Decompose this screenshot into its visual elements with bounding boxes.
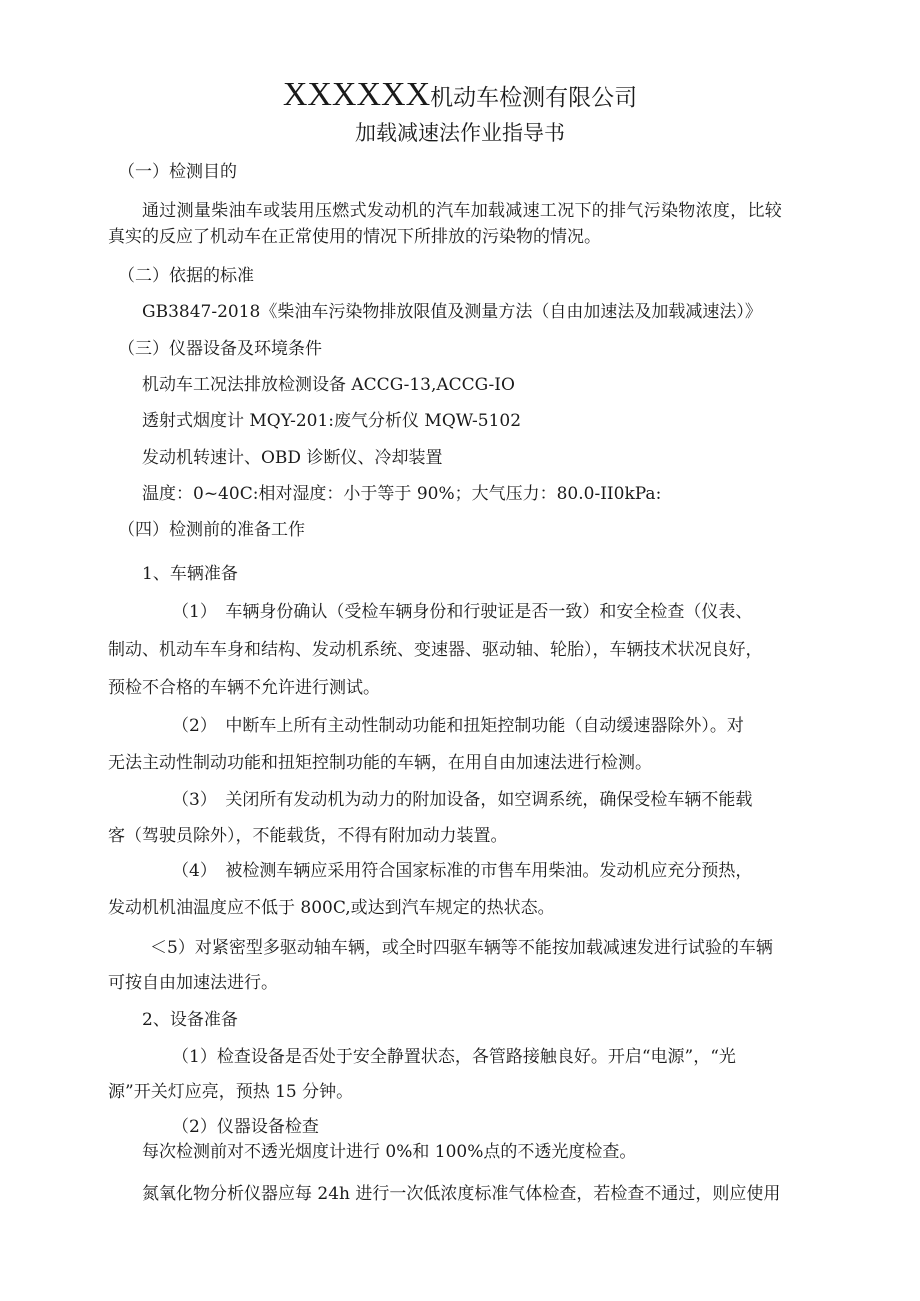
vehicle-item-1-line: 制动、机动车车身和结构、发动机系统、变速器、驱动轴、轮胎），车辆技术状况良好，	[108, 640, 763, 660]
equipment-line: 透射式烟度计 MQY-201:废气分析仪 MQW-5102	[142, 411, 522, 431]
company-prefix: XXXXXX	[282, 76, 431, 113]
vehicle-item-1-line: （1） 车辆身份确认（受检车辆身份和行驶证是否一致）和安全检查（仪表、	[172, 602, 753, 622]
opacity-check-line: 每次检测前对不透光烟度计进行 0%和 100%点的不透光度检查。	[142, 1142, 637, 1162]
environment-conditions: 温度：0~40C:相对湿度：小于等于 90%；大气压力：80.0-II0kPa:	[142, 484, 662, 504]
equipment-line: 机动车工况法排放检测设备 ACCG-13,ACCG-IO	[142, 375, 515, 395]
vehicle-item-3-line: （3） 关闭所有发动机为动力的附加设备，如空调系统，确保受检车辆不能载	[172, 790, 753, 810]
vehicle-item-5-line: 可按自由加速法进行。	[108, 973, 278, 993]
subsection-vehicle-heading: 1、车辆准备	[142, 564, 238, 584]
subsection-equipment-heading: 2、设备准备	[142, 1010, 238, 1030]
vehicle-item-3-line: 客（驾驶员除外），不能载货，不得有附加动力装置。	[108, 826, 508, 846]
section-2-heading: （二）依据的标准	[118, 266, 254, 286]
section-4-heading: （四）检测前的准备工作	[118, 520, 305, 540]
section-3-heading: （三）仪器设备及环境条件	[118, 339, 322, 359]
vehicle-item-4-line: （4） 被检测车辆应采用符合国家标准的市售车用柴油。发动机应充分预热，	[172, 861, 753, 881]
equipment-item-2-heading: （2）仪器设备检查	[172, 1117, 319, 1137]
document-title: 加载减速法作业指导书	[355, 121, 565, 145]
section-1-paragraph-line: 真实的反应了机动车在正常使用的情况下所排放的污染物的情况。	[108, 227, 601, 247]
equipment-item-1-line: 源”开关灯应亮，预热 15 分钟。	[108, 1082, 354, 1102]
equipment-item-1-line: （1）检查设备是否处于安全静置状态，各管路接触良好。开启“电源”，“光	[172, 1047, 736, 1067]
section-1-paragraph-line: 通过测量柴油车或装用压燃式发动机的汽车加载减速工况下的排气污染物浓度，比较	[142, 201, 783, 221]
vehicle-item-4-line: 发动机机油温度应不低于 800C,或达到汽车规定的热状态。	[108, 898, 555, 918]
section-1-heading: （一）检测目的	[118, 162, 237, 182]
vehicle-item-5-line: ＜5）对紧密型多驱动轴车辆，或全时四驱车辆等不能按加载减速发进行试验的车辆	[150, 938, 773, 958]
vehicle-item-1-line: 预检不合格的车辆不允许进行测试。	[108, 678, 380, 698]
section-2-standard: GB3847-2018《柴油车污染物排放限值及测量方法（自由加速法及加载减速法）》	[142, 302, 762, 322]
company-title	[0, 78, 920, 115]
nox-check-line: 氮氧化物分析仪器应每 24h 进行一次低浓度标准气体检查，若检查不通过，则应使用	[142, 1184, 781, 1204]
vehicle-item-2-line: 无法主动性制动功能和扭矩控制功能的车辆，在用自由加速法进行检测。	[108, 753, 652, 773]
company-name: 机动车检测有限公司	[430, 85, 638, 111]
equipment-line: 发动机转速计、OBD 诊断仪、冷却装置	[142, 448, 443, 468]
vehicle-item-2-line: （2） 中断车上所有主动性制动功能和扭矩控制功能（自动缓速器除外）。对	[172, 716, 744, 736]
